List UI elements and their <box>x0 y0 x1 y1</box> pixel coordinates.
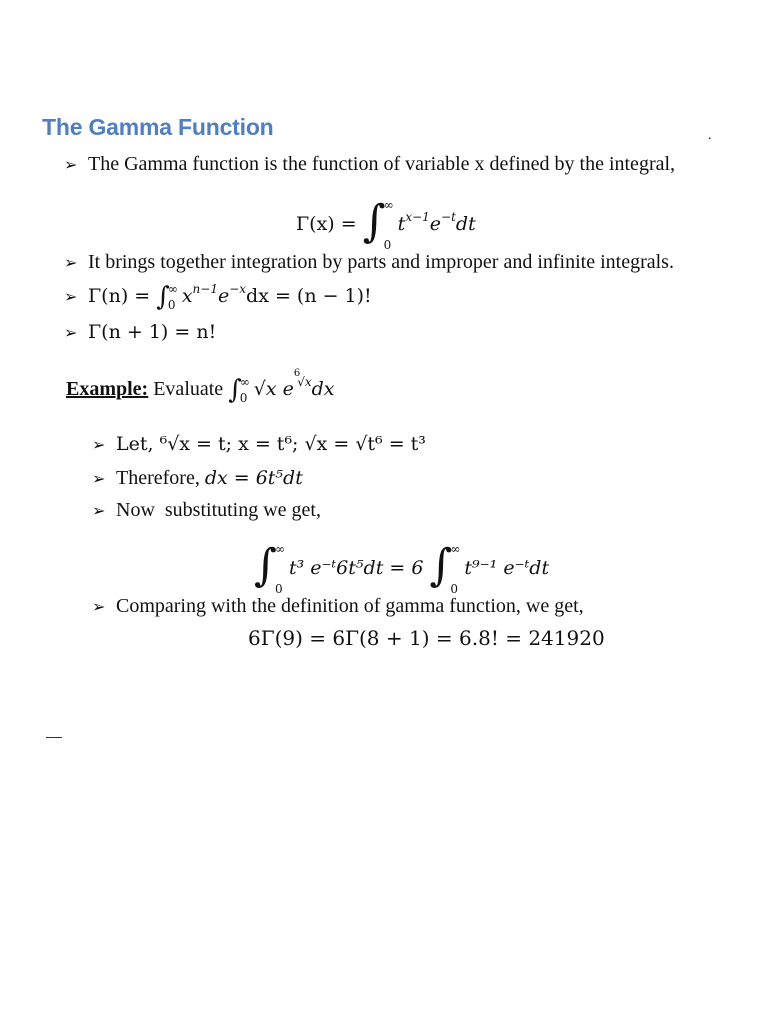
integral-sign-icon: ∫ <box>254 540 277 591</box>
step-now-text: Now substituting we get, <box>116 499 321 521</box>
arrow-bullet-icon: ➢ <box>64 157 78 174</box>
e-exponent: −x <box>229 282 247 296</box>
step-therefore-label: Therefore, <box>116 467 200 489</box>
gamma-n-tail: dx = (n − 1)! <box>246 285 372 307</box>
integral-sign-icon: ∫ <box>156 282 170 312</box>
corner-dot: . <box>708 128 712 143</box>
arrow-bullet-icon: ➢ <box>92 503 106 520</box>
integrand-exponent: x−1 <box>405 210 430 224</box>
lower-limit: 0 <box>274 582 283 596</box>
integral-sign-icon: ∫ <box>228 375 242 405</box>
integrand-base: x <box>181 285 193 307</box>
bullet-integration-text: It brings together integration by parts and improper and infinite integrals. <box>88 251 674 273</box>
substitution-right: t⁹⁻¹ e⁻ᵗdt <box>464 557 550 579</box>
page-title: The Gamma Function <box>42 114 274 140</box>
e-base: e <box>429 213 442 235</box>
example-label: Example: <box>66 378 149 400</box>
root-index: 6 <box>293 368 301 379</box>
example-integrand: √x e <box>253 378 294 400</box>
example-line <box>66 368 335 405</box>
bottom-dash-mark <box>46 737 62 738</box>
arrow-bullet-icon: ➢ <box>92 471 106 488</box>
differential: dx <box>311 378 335 400</box>
step-now <box>92 498 321 524</box>
arrow-bullet-icon: ➢ <box>64 255 78 272</box>
differential: dt <box>455 213 476 235</box>
gamma-definition-formula <box>296 190 476 251</box>
substitution-left: t³ e⁻ᵗ6t⁵dt = 6 <box>288 557 424 579</box>
step-comparing-text: Comparing with the definition of gamma function, we get, <box>116 595 584 617</box>
upper-limit: ∞ <box>167 282 178 296</box>
upper-limit: ∞ <box>274 542 285 556</box>
integral-sign-icon: ∫ <box>362 196 386 247</box>
integrand-exponent: n−1 <box>192 282 218 296</box>
bullet-integration <box>64 250 674 276</box>
step-therefore-math: dx = 6t⁵dt <box>204 467 303 489</box>
lower-limit: 0 <box>167 298 176 312</box>
step-let-text: Let, ⁶√x = t; x = t⁶; √x = √t⁶ = t³ <box>116 433 426 455</box>
lower-limit: 0 <box>239 391 248 405</box>
bullet-definition-text: The Gamma function is the function of variable x defined by the integral, <box>88 153 676 175</box>
substitution-formula <box>254 534 549 595</box>
e-exponent: −t <box>441 210 456 224</box>
step-let <box>92 432 426 457</box>
arrow-bullet-icon: ➢ <box>64 323 78 342</box>
integrand-base: t <box>397 213 406 235</box>
upper-limit: ∞ <box>383 198 394 212</box>
bullet-gamma-n <box>64 282 372 311</box>
upper-limit: ∞ <box>450 542 461 556</box>
arrow-bullet-icon: ➢ <box>64 287 78 306</box>
bullet-gamma-n-plus-1 <box>64 320 216 345</box>
arrow-bullet-icon: ➢ <box>92 435 106 454</box>
gamma-n-plus-1-formula: Γ(n + 1) = n! <box>88 321 217 343</box>
upper-limit: ∞ <box>239 375 250 389</box>
arrow-bullet-icon: ➢ <box>92 599 106 616</box>
e-base: e <box>217 285 230 307</box>
step-therefore <box>92 466 303 492</box>
bullet-definition <box>64 152 675 178</box>
lower-limit: 0 <box>450 582 459 596</box>
step-comparing <box>92 594 584 620</box>
final-result: 6Γ(9) = 6Γ(8 + 1) = 6.8! = 241920 <box>248 626 605 650</box>
gamma-n-lhs: Γ(n) = <box>88 285 151 307</box>
example-exponent: √x <box>297 375 312 389</box>
lower-limit: 0 <box>383 238 392 252</box>
example-evaluate: Evaluate <box>153 378 224 400</box>
formula-lhs: Γ(x) = <box>296 213 357 235</box>
integral-sign-icon: ∫ <box>429 540 453 591</box>
